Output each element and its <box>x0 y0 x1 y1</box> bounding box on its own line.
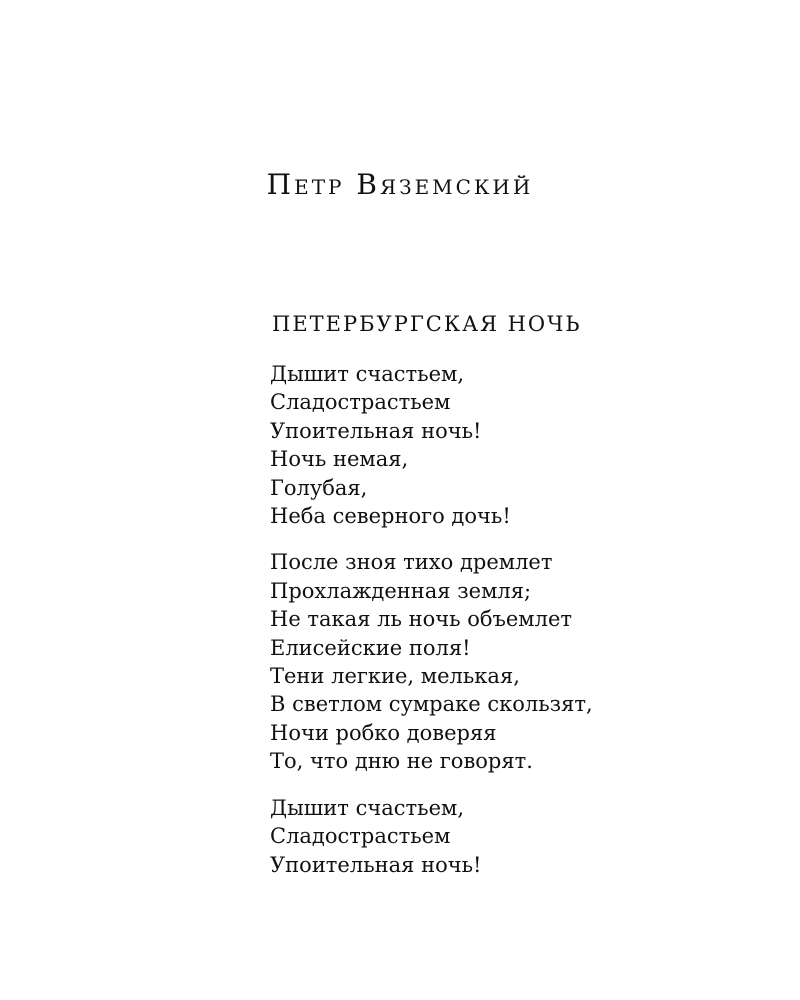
stanza-2 <box>270 548 750 775</box>
poem-line: Неба северного дочь! <box>270 504 511 529</box>
poem-line: Голубая, <box>270 475 368 500</box>
poem-line: Тени легкие, мелькая, <box>270 664 520 689</box>
poem-line: Упоительная ночь! <box>270 852 482 877</box>
poem-line: В светлом сумраке скользят, <box>270 692 593 717</box>
poem-line: Сладострастьем <box>270 390 451 415</box>
poem-title: ПЕТЕРБУРГСКАЯ НОЧЬ <box>272 312 582 336</box>
poem-line: То, что дню не говорят. <box>270 749 533 774</box>
poem-line: Дышит счастьем, <box>270 795 465 820</box>
poem-line: Дышит счастьем, <box>270 362 465 386</box>
poem-line: Елисейские поля! <box>270 635 471 660</box>
poem-line: Прохлажденная земля; <box>270 578 532 603</box>
stanza-3 <box>270 794 750 879</box>
author-name: Петр Вяземский <box>266 168 534 201</box>
poem-line: Не такая ль ночь объемлет <box>270 607 572 632</box>
poem-line: Упоительная ночь! <box>270 418 482 443</box>
poem <box>270 312 750 897</box>
poem-line: Ночь немая, <box>270 447 409 472</box>
poem-line: После зноя тихо дремлет <box>270 550 553 575</box>
stanza-1 <box>270 360 750 530</box>
poem-line: Ночи робко доверяя <box>270 720 497 745</box>
poem-line: Сладострастьем <box>270 824 451 849</box>
